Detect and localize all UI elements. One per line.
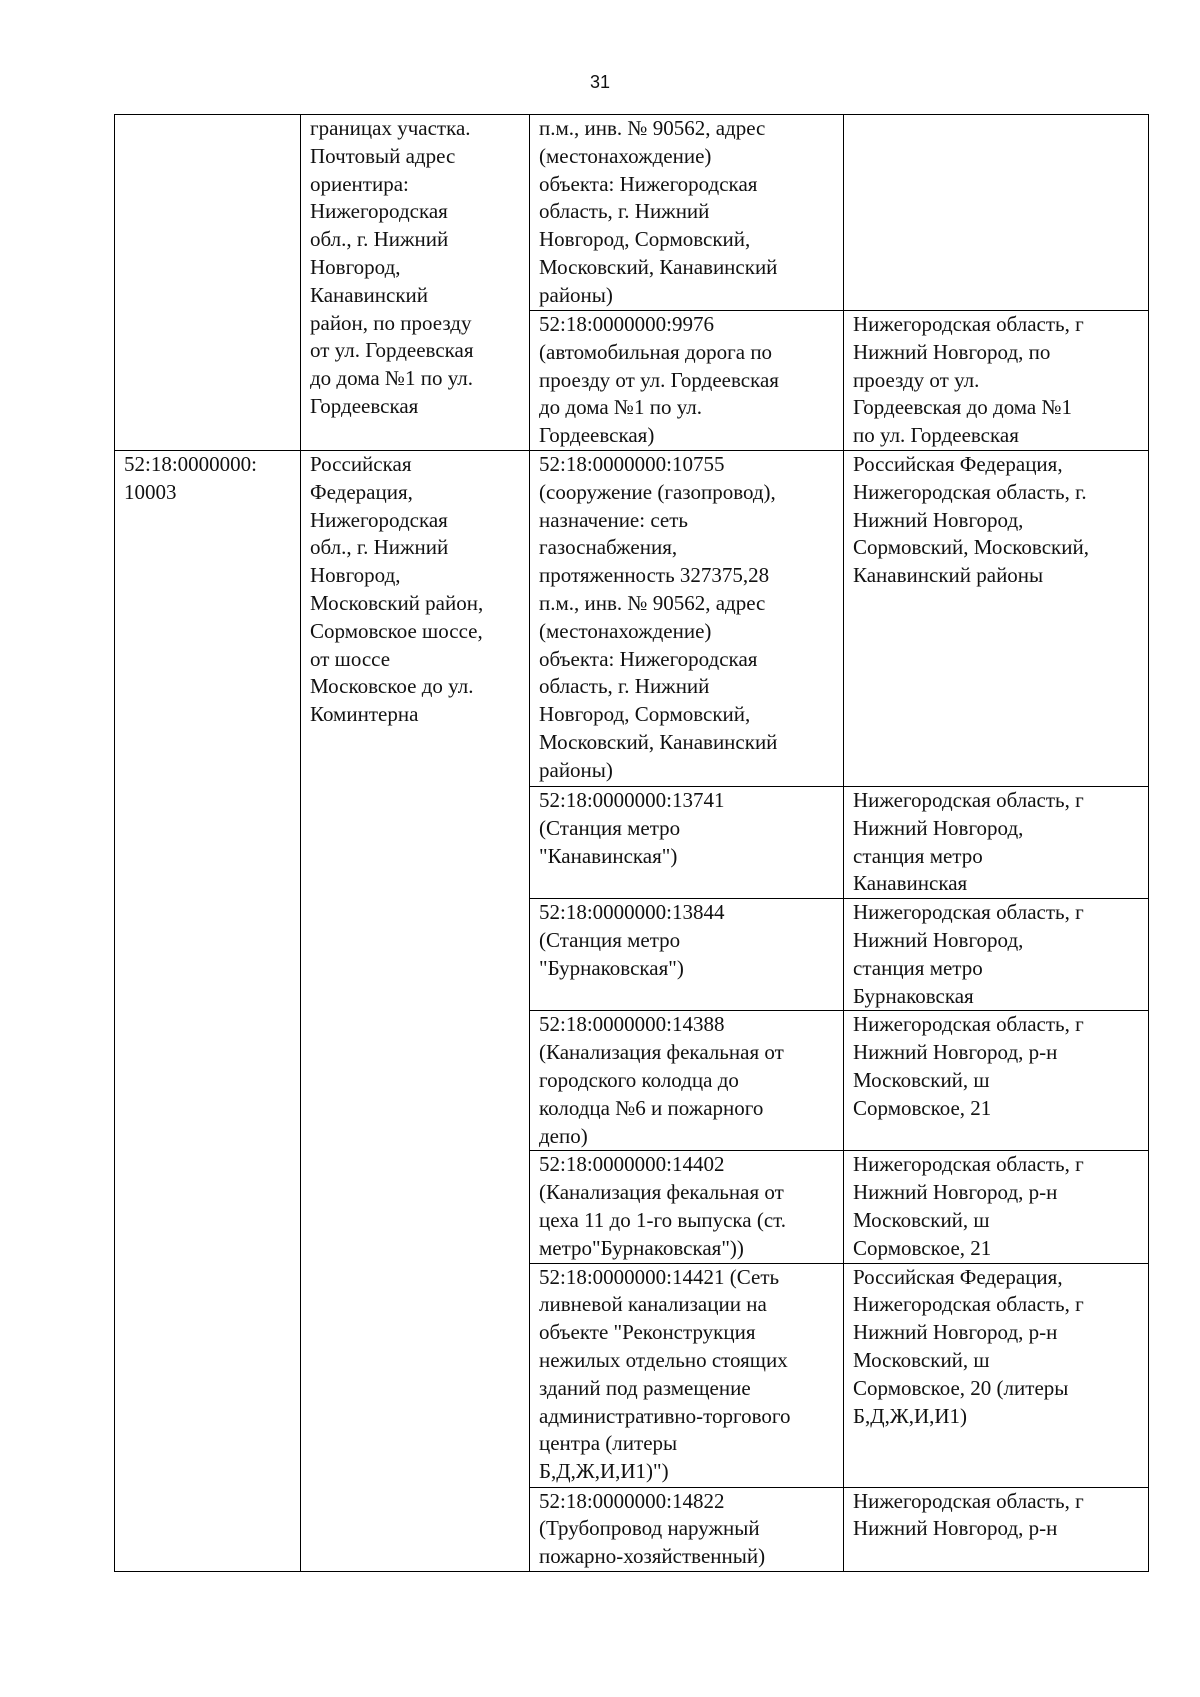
object-description-cell: 52:18:0000000:14388 (Канализация фекальная от городского колодца до колодца №6 и пожарного депо) xyxy=(530,1011,844,1151)
object-address-cell: Нижегородская область, г Нижний Новгород, р-н Московский, ш Сормовское, 21 xyxy=(844,1151,1149,1263)
object-address-cell: Нижегородская область, г Нижний Новгород, по проезду от ул. Гордеевская до дома №1 по ул. Гордеевская xyxy=(844,311,1149,451)
object-address-cell: Нижегородская область, г Нижний Новгород, станция метро Бурнаковская xyxy=(844,899,1149,1011)
object-description-cell: 52:18:0000000:13844 (Станция метро "Бурнаковская") xyxy=(530,899,844,1011)
object-description-cell: 52:18:0000000:13741 (Станция метро "Канавинская") xyxy=(530,787,844,899)
cadastral-number-cell xyxy=(115,115,301,451)
object-address-cell: Нижегородская область, г Нижний Новгород, р-н Московский, ш Сормовское, 21 xyxy=(844,1011,1149,1151)
object-address-cell: Нижегородская область, г Нижний Новгород, станция метро Канавинская xyxy=(844,787,1149,899)
object-address-cell: Российская Федерация, Нижегородская область, г Нижний Новгород, р-н Московский, ш Сормовское, 20 (литеры Б,Д,Ж,И,И1) xyxy=(844,1263,1149,1487)
object-description-cell: 52:18:0000000:14822 (Трубопровод наружный пожарно-хозяйственный) xyxy=(530,1487,844,1571)
object-address-cell: Российская Федерация, Нижегородская область, г. Нижний Новгород, Сормовский, Московский, Канавинский районы xyxy=(844,451,1149,787)
object-address-cell xyxy=(844,115,1149,311)
object-address-cell: Нижегородская область, г Нижний Новгород, р-н xyxy=(844,1487,1149,1571)
land-plots-table xyxy=(114,114,1149,1572)
object-description-cell: 52:18:0000000:14402 (Канализация фекальная от цеха 11 до 1-го выпуска (ст. метро"Бурнаковская")) xyxy=(530,1151,844,1263)
object-description-cell: п.м., инв. № 90562, адрес (местонахождение) объекта: Нижегородская область, г. Нижний Новгород, Сормовский, Московский, Канавинский районы) xyxy=(530,115,844,311)
object-description-cell: 52:18:0000000:9976 (автомобильная дорога по проезду от ул. Гордеевская до дома №1 по ул. Гордеевская) xyxy=(530,311,844,451)
plot-address-cell: Российская Федерация, Нижегородская обл., г. Нижний Новгород, Московский район, Сормовское шоссе, от шоссе Московское до ул. Коминтерна xyxy=(301,451,530,1572)
object-description-cell: 52:18:0000000:10755 (сооружение (газопровод), назначение: сеть газоснабжения, протяженность 327375,28 п.м., инв. № 90562, адрес (местонахождение) объекта: Нижегородская область, г. Нижний Новгород, Сормовский, Московский, Канавинский районы) xyxy=(530,451,844,787)
table-row xyxy=(115,451,1149,787)
page-number: 31 xyxy=(589,72,611,92)
object-description-cell: 52:18:0000000:14421 (Сеть ливневой канализации на объекте "Реконструкция нежилых отдельно стоящих зданий под размещение административно-торгового центра (литеры Б,Д,Ж,И,И1)") xyxy=(530,1263,844,1487)
plot-address-cell: границах участка. Почтовый адрес ориентира: Нижегородская обл., г. Нижний Новгород, Канавинский район, по проезду от ул. Гордеевская до дома №1 по ул. Гордеевская xyxy=(301,115,530,451)
table-row xyxy=(115,115,1149,311)
cadastral-number-cell: 52:18:0000000: 10003 xyxy=(115,451,301,1572)
